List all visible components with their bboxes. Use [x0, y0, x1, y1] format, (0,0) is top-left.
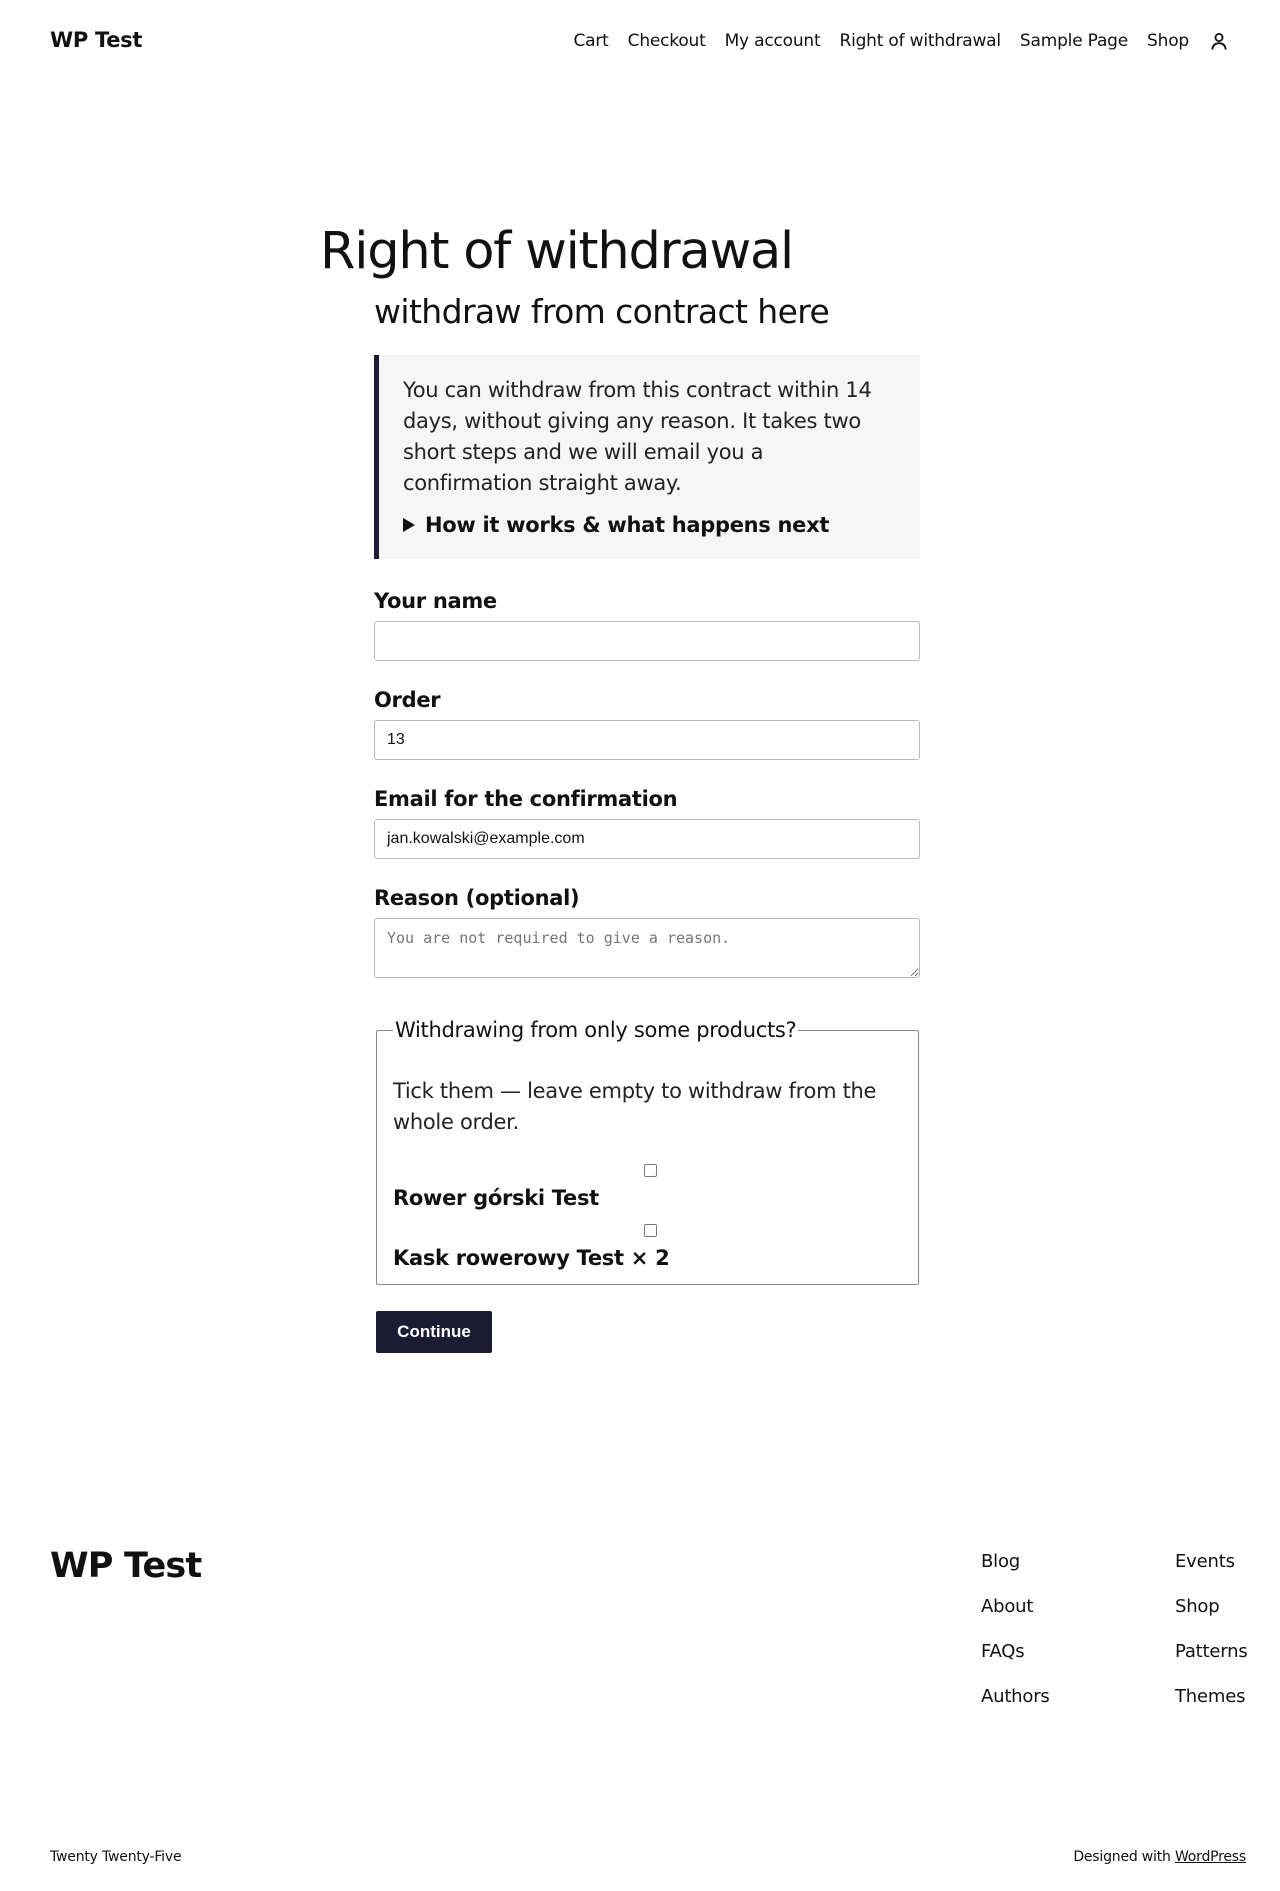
- continue-button[interactable]: Continue: [376, 1311, 492, 1353]
- footer-nav-column-2: [1175, 1551, 1248, 1708]
- products-description: Tick them — leave empty to withdraw from the whole order.: [393, 1079, 877, 1134]
- nav-item-right-of-withdrawal[interactable]: Right of withdrawal: [839, 31, 1001, 51]
- footer-link-patterns[interactable]: Patterns: [1175, 1641, 1248, 1662]
- page-title: Right of withdrawal: [320, 222, 794, 281]
- withdrawal-form-area: [374, 292, 920, 1353]
- email-label: Email for the confirmation: [374, 787, 678, 811]
- form-subtitle: withdraw from contract here: [374, 292, 830, 331]
- product-checkbox[interactable]: [644, 1164, 657, 1177]
- main-navigation: [574, 30, 1231, 52]
- products-legend: Withdrawing from only some products?: [395, 1018, 797, 1042]
- order-label: Order: [374, 688, 441, 712]
- email-field-group: [374, 787, 920, 859]
- disclosure-triangle-icon: [403, 518, 415, 532]
- reason-label: Reason (optional): [374, 886, 580, 910]
- how-it-works-toggle[interactable]: [403, 513, 896, 537]
- name-label: Your name: [374, 589, 497, 613]
- site-title-link[interactable]: WP Test: [50, 28, 143, 52]
- nav-item-shop[interactable]: Shop: [1147, 31, 1189, 51]
- withdrawal-notice: [374, 355, 920, 559]
- footer-link-faqs[interactable]: FAQs: [981, 1641, 1025, 1662]
- product-item: [393, 1224, 902, 1270]
- nav-item-sample-page[interactable]: Sample Page: [1019, 31, 1129, 51]
- wordpress-link[interactable]: WordPress: [1174, 1849, 1246, 1865]
- designed-with: [1073, 1849, 1246, 1865]
- name-field-group: [374, 589, 920, 661]
- product-label[interactable]: Kask rowerowy Test × 2: [393, 1246, 670, 1270]
- name-input[interactable]: [374, 621, 920, 661]
- product-item: [393, 1164, 902, 1210]
- site-header: [0, 0, 1280, 86]
- footer-link-blog[interactable]: Blog: [981, 1551, 1020, 1572]
- designed-with-text: Designed with: [1073, 1849, 1171, 1865]
- reason-field-group: [374, 886, 920, 982]
- products-fieldset: [376, 1018, 919, 1285]
- footer-nav-column-1: [981, 1551, 1050, 1708]
- product-checkbox[interactable]: [644, 1224, 657, 1237]
- footer-link-about[interactable]: About: [981, 1596, 1034, 1617]
- how-it-works-label: How it works & what happens next: [425, 513, 830, 537]
- footer-link-themes[interactable]: Themes: [1175, 1686, 1246, 1707]
- footer-site-title[interactable]: WP Test: [50, 1546, 202, 1586]
- order-field-group: [374, 688, 920, 760]
- order-input[interactable]: [374, 720, 920, 760]
- product-label[interactable]: Rower górski Test: [393, 1186, 599, 1210]
- user-icon[interactable]: [1208, 30, 1230, 52]
- nav-item-checkout[interactable]: Checkout: [627, 31, 706, 51]
- footer-link-shop[interactable]: Shop: [1175, 1596, 1220, 1617]
- nav-item-my-account[interactable]: My account: [724, 31, 821, 51]
- notice-text: You can withdraw from this contract within 14 days, without giving any reason. It takes two short steps and we will email you a confirmation straight away.: [403, 378, 872, 495]
- theme-credit: Twenty Twenty-Five: [50, 1849, 182, 1865]
- footer-link-events[interactable]: Events: [1175, 1551, 1235, 1572]
- footer-link-authors[interactable]: Authors: [981, 1686, 1050, 1707]
- reason-textarea[interactable]: [374, 918, 920, 978]
- email-input[interactable]: [374, 819, 920, 859]
- nav-item-cart[interactable]: Cart: [573, 31, 609, 51]
